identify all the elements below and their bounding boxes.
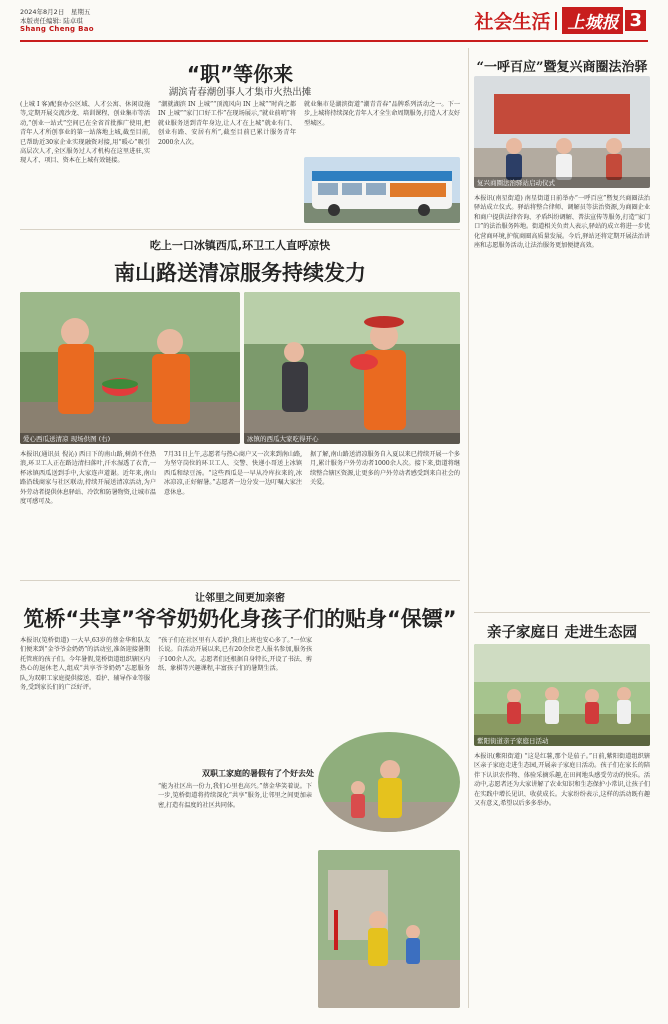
page-header-info bbox=[20, 8, 94, 34]
masthead-divider bbox=[555, 12, 557, 30]
header-rule bbox=[20, 40, 648, 42]
story2-photo2-caption: 冰镇的西瓜大家吃得开心 bbox=[244, 433, 460, 444]
story2-col2: 7月31日上午,志愿者与热心商户又一次来到南山路,为坚守岗位的环卫工人、交警、快递小哥送上冰镇西瓜和绿豆汤。“这些西瓜是一早从冷库拉来的,冰冰凉凉,正好解暑。”志愿者一边分发一边叮嘱大家注意休息。 bbox=[164, 451, 302, 496]
divider-1 bbox=[20, 229, 460, 230]
issue-date: 2024年8月2日 星期五 bbox=[20, 8, 91, 16]
page-number: 3 bbox=[625, 10, 646, 31]
story1-photo bbox=[304, 157, 460, 223]
divider-2 bbox=[20, 580, 460, 581]
children-photo-image bbox=[318, 850, 460, 1008]
story4-photo bbox=[474, 76, 650, 188]
story4-title: “一呼百应”暨复兴商圈法治驿 bbox=[476, 60, 648, 75]
story1-col1: (上城 I 客)配套办公区域、人才公寓、休闲设施等,定期开展交流沙龙、培训课程、创业集市等活动,“创业一站式”空间已在全省首批推广使用,把青年人才所创事业的第一站落地上城,截至目前,已帮助近30家企业实现融资对接,用“暖心”吸引高层次人才,全区服务过人才机构在这里进驻,实现人才、项目、资本在上城有效链接。 bbox=[20, 101, 150, 165]
volunteer-photo-image bbox=[318, 732, 460, 832]
story3-photo1 bbox=[318, 732, 460, 832]
kids-farm-photo-image bbox=[474, 644, 650, 746]
divider-3 bbox=[474, 612, 650, 613]
story2-kicker: 吃上一口冰镇西瓜,环卫工人直呼凉快 bbox=[149, 239, 331, 252]
section-en: Shang Cheng Bao bbox=[20, 25, 94, 34]
story1-col2: “潮就湖滨 IN 上城”“顶流风向 IN 上城”“时尚之都 IN 上城”“家门口好工作”在现场展示,“就业前哨”将就业服务送到青年身边,让人才在上城“就业有门、创业有路、安居有所”,截至目前已累计服务青年2000余人次。 bbox=[158, 101, 296, 146]
story3-col2: “孩子们在社区里有人看护,我们上班也安心多了。”一位家长说。自活动开展以来,已有20余位老人报名参加,服务孩子100余人次。志愿者们还根据自身特长,开设了书法、剪纸、象棋等兴趣课程,丰富孩子们的暑期生活。 bbox=[158, 637, 312, 673]
story2-photo2 bbox=[244, 292, 460, 444]
story2-col3: 据了解,南山路送清凉服务自入夏以来已持续开展一个多月,累计服务户外劳动者1000余人次。接下来,街道将继续整合辖区资源,让更多的户外劳动者感受到来自社会的关爱。 bbox=[310, 451, 460, 487]
story4-photo-caption: 复兴商圈法治驿站启动仪式 bbox=[474, 177, 650, 188]
story2-col1: 本报讯(通讯员 倪沁) 西日下的南山路,树荫不住热浪,环卫工人正在路边清扫落叶,汗水湿透了衣背,一杯冰镇西瓜送到手中,大家连声道谢。近年来,南山路沿线商家与社区联动,持续开展送清凉活动,为户外劳动者提供休息驿站、冷饮和防暑物资,让城市温度可感可及。 bbox=[20, 451, 156, 506]
watermelon-photo-image bbox=[244, 292, 460, 444]
masthead bbox=[474, 7, 646, 34]
story2-title: 南山路送清凉服务持续发力 bbox=[114, 261, 366, 285]
story3-subhead: 双职工家庭的暑假有了个好去处 bbox=[202, 769, 314, 778]
story3-title: 笕桥“共享”爷爷奶奶化身孩子们的贴身“保镖” bbox=[23, 607, 457, 631]
workers-photo-image bbox=[20, 292, 240, 444]
story3-col1: 本报讯(笕桥街道) 一大早,63岁的蔡金华和队友们便来到“金爷爷金奶奶”的活动室,准备迎接暑期托管班的孩子们。今年暑假,笕桥街道组织辖区内热心的退休老人,组成“共享爷爷奶奶”志愿服务队,为双职工家庭提供接送、看护、辅导作业等服务,受到家长们的广泛好评。 bbox=[20, 637, 150, 692]
editor-line: 本版责任编辑: 陆卓琪 bbox=[20, 16, 83, 25]
story2-photo1 bbox=[20, 292, 240, 444]
section-name: 社会生活 bbox=[474, 11, 551, 33]
story5-photo-caption: 紫阳街道亲子家庭日活动 bbox=[474, 735, 650, 746]
bus-photo-image bbox=[304, 157, 460, 223]
story5-body: 本报讯(紫阳街道) “这是红薯,那个是茄子。”日前,紫阳街道组织辖区亲子家庭走进生态园,开展亲子家庭日活动。孩子们在家长的陪伴下认识农作物、体验采摘乐趣,在田间地头感受劳动的快乐。活动中,志愿者还为大家讲解了农业知识和生态保护小常识,让孩子们在实践中增长见识、收获成长。大家纷纷表示,这样的活动既有趣又有意义,希望以后多多举办。 bbox=[474, 753, 650, 808]
column-divider bbox=[468, 48, 469, 1008]
story1-title: “职”等你来 bbox=[186, 62, 294, 86]
story2-photo1-caption: 爱心西瓜送清凉 现场供图 (右) bbox=[20, 433, 240, 444]
story4-body: 本报讯(南星街道) 南星街道日前举办“一呼百应”暨复兴商圈法治驿站成立仪式。驿站将整合律师、调解员等法治资源,为商圈企业和商户提供法律咨询、矛盾纠纷调解、普法宣传等服务,打造“家门口”的法治服务阵地。街道相关负责人表示,驿站的成立将进一步优化营商环境,护航商圈高质量发展。今后,驿站还将定期开展法治讲座和志愿服务活动,让法治服务更加便捷高效。 bbox=[474, 195, 650, 250]
legal-station-photo-image bbox=[474, 76, 650, 188]
story5-photo bbox=[474, 644, 650, 746]
story1-subtitle: 湖滨青春潮创事人才集市火热出摊 bbox=[168, 87, 312, 98]
brand-logo: 上城报 bbox=[562, 7, 623, 34]
story1-col3: 就业集市是湖滨街道“潮青青春”品牌系列活动之一。下一步,上城将持续深化青年人才全生命周期服务,打造人才友好型城区。 bbox=[304, 101, 460, 127]
story3-kicker: 让邻里之间更加亲密 bbox=[195, 593, 285, 604]
story3-photo2 bbox=[318, 850, 460, 1008]
story3-col3: “能为社区出一份力,我们心里也高兴。”蔡金华笑着说。下一步,笕桥街道将持续深化“共享”服务,让邻里之间更加亲密,打造有温度的社区共同体。 bbox=[158, 783, 312, 809]
story5-title: 亲子家庭日 走进生态园 bbox=[486, 624, 638, 641]
